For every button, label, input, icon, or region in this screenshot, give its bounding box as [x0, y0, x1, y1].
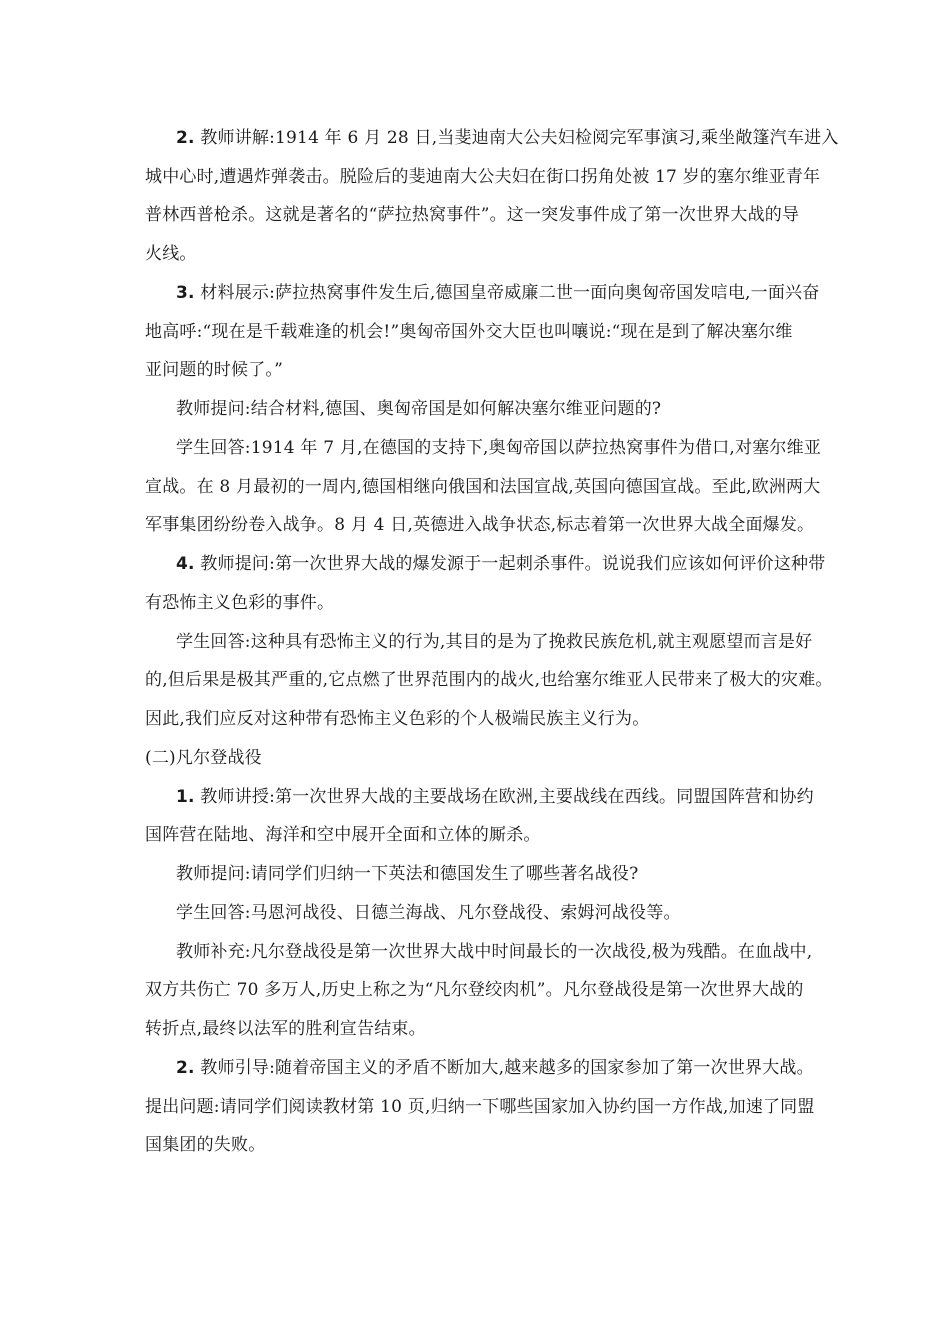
item-number: 4.: [176, 554, 195, 574]
line-text: 教师讲授:第一次世界大战的主要战场在欧洲,主要战线在西线。同盟国阵营和协约: [194, 787, 814, 807]
paragraph-line: [145, 1096, 815, 1118]
paragraph-line: [176, 941, 812, 963]
paragraph-line: [145, 321, 793, 343]
paragraph-line: [176, 553, 825, 575]
line-text: 学生回答:1914 年 7 月,在德国的支持下,奥匈帝国以萨拉热窝事件为借口,对塞尔维亚: [176, 438, 822, 458]
line-text: 有恐怖主义色彩的事件。: [145, 593, 335, 613]
paragraph-line: [176, 863, 638, 885]
paragraph-line: [176, 127, 839, 149]
line-text: 宣战。在 8 月最初的一周内,德国相继向俄国和法国宣战,英国向德国宣战。至此,欧洲两大: [145, 477, 821, 497]
paragraph-line: [145, 824, 541, 846]
paragraph-line: [145, 166, 820, 188]
paragraph-line: [176, 398, 661, 420]
line-text: 教师引导:随着帝国主义的矛盾不断加大,越来越多的国家参加了第一次世界大战。: [194, 1058, 814, 1078]
line-text: 材料展示:萨拉热窝事件发生后,德国皇帝威廉二世一面向奥匈帝国发唁电,一面兴奋: [194, 283, 820, 303]
paragraph-line: [176, 437, 821, 459]
line-text: 学生回答:马恩河战役、日德兰海战、凡尔登战役、索姆河战役等。: [176, 903, 681, 923]
line-text: 学生回答:这种具有恐怖主义的行为,其目的是为了挽救民族危机,就主观愿望而言是好: [176, 632, 813, 652]
paragraph-line: [145, 1134, 265, 1156]
paragraph-line: [145, 979, 804, 1001]
line-text: 教师提问:结合材料,德国、奥匈帝国是如何解决塞尔维亚问题的?: [176, 399, 662, 419]
line-text: 教师讲解:1914 年 6 月 28 日,当斐迪南大公夫妇检阅完军事演习,乘坐敞篷汽车进入: [194, 128, 839, 148]
paragraph-line: [145, 359, 283, 381]
item-number: 2.: [176, 1058, 195, 1078]
paragraph-line: [176, 631, 812, 653]
line-text: 转折点,最终以法军的胜利宣告结束。: [145, 1019, 426, 1039]
line-text: 双方共伤亡 70 多万人,历史上称之为“凡尔登绞肉机”。凡尔登战役是第一次世界大战的: [145, 980, 804, 1000]
paragraph-line: [145, 669, 833, 691]
line-text: 亚问题的时候了。”: [145, 360, 283, 380]
paragraph-line: [145, 592, 334, 614]
paragraph-line: [145, 476, 820, 498]
paragraph-line: [176, 902, 681, 924]
section-heading: [145, 747, 262, 769]
line-text: 教师补充:凡尔登战役是第一次世界大战中时间最长的一次战役,极为残酷。在血战中,: [176, 942, 813, 962]
line-text: 城中心时,遭遇炸弹袭击。脱险后的斐迪南大公夫妇在街口拐角处被 17 岁的塞尔维亚青年: [145, 167, 821, 187]
line-text: 提出问题:请同学们阅读教材第 10 页,归纳一下哪些国家加入协约国一方作战,加速了同盟: [145, 1097, 815, 1117]
paragraph-line: [145, 1018, 426, 1040]
heading-text: (二)凡尔登战役: [145, 748, 262, 768]
item-number: 1.: [176, 787, 195, 807]
paragraph-line: [176, 786, 814, 808]
line-text: 地高呼:“现在是千载难逢的机会!”奥匈帝国外交大臣也叫嚷说:“现在是到了解决塞尔维: [145, 322, 793, 342]
item-number: 2.: [176, 128, 195, 148]
paragraph-line: [145, 514, 814, 536]
paragraph-line: [145, 243, 197, 265]
line-text: 国集团的失败。: [145, 1135, 266, 1155]
line-text: 教师提问:请同学们归纳一下英法和德国发生了哪些著名战役?: [176, 864, 639, 884]
item-number: 3.: [176, 283, 195, 303]
line-text: 因此,我们应反对这种带有恐怖主义色彩的个人极端民族主义行为。: [145, 709, 650, 729]
paragraph-line: [145, 204, 799, 226]
line-text: 的,但后果是极其严重的,它点燃了世界范围内的战火,也给塞尔维亚人民带来了极大的灾难。: [145, 670, 833, 690]
line-text: 教师提问:第一次世界大战的爆发源于一起刺杀事件。说说我们应该如何评价这种带: [194, 554, 826, 574]
line-text: 国阵营在陆地、海洋和空中展开全面和立体的厮杀。: [145, 825, 541, 845]
paragraph-line: [176, 282, 819, 304]
line-text: 火线。: [145, 244, 197, 264]
paragraph-line: [145, 708, 649, 730]
line-text: 军事集团纷纷卷入战争。8 月 4 日,英德进入战争状态,标志着第一次世界大战全面爆发。: [145, 515, 815, 535]
line-text: 普林西普枪杀。这就是著名的“萨拉热窝事件”。这一突发事件成了第一次世界大战的导: [145, 205, 800, 225]
paragraph-line: [176, 1057, 814, 1079]
